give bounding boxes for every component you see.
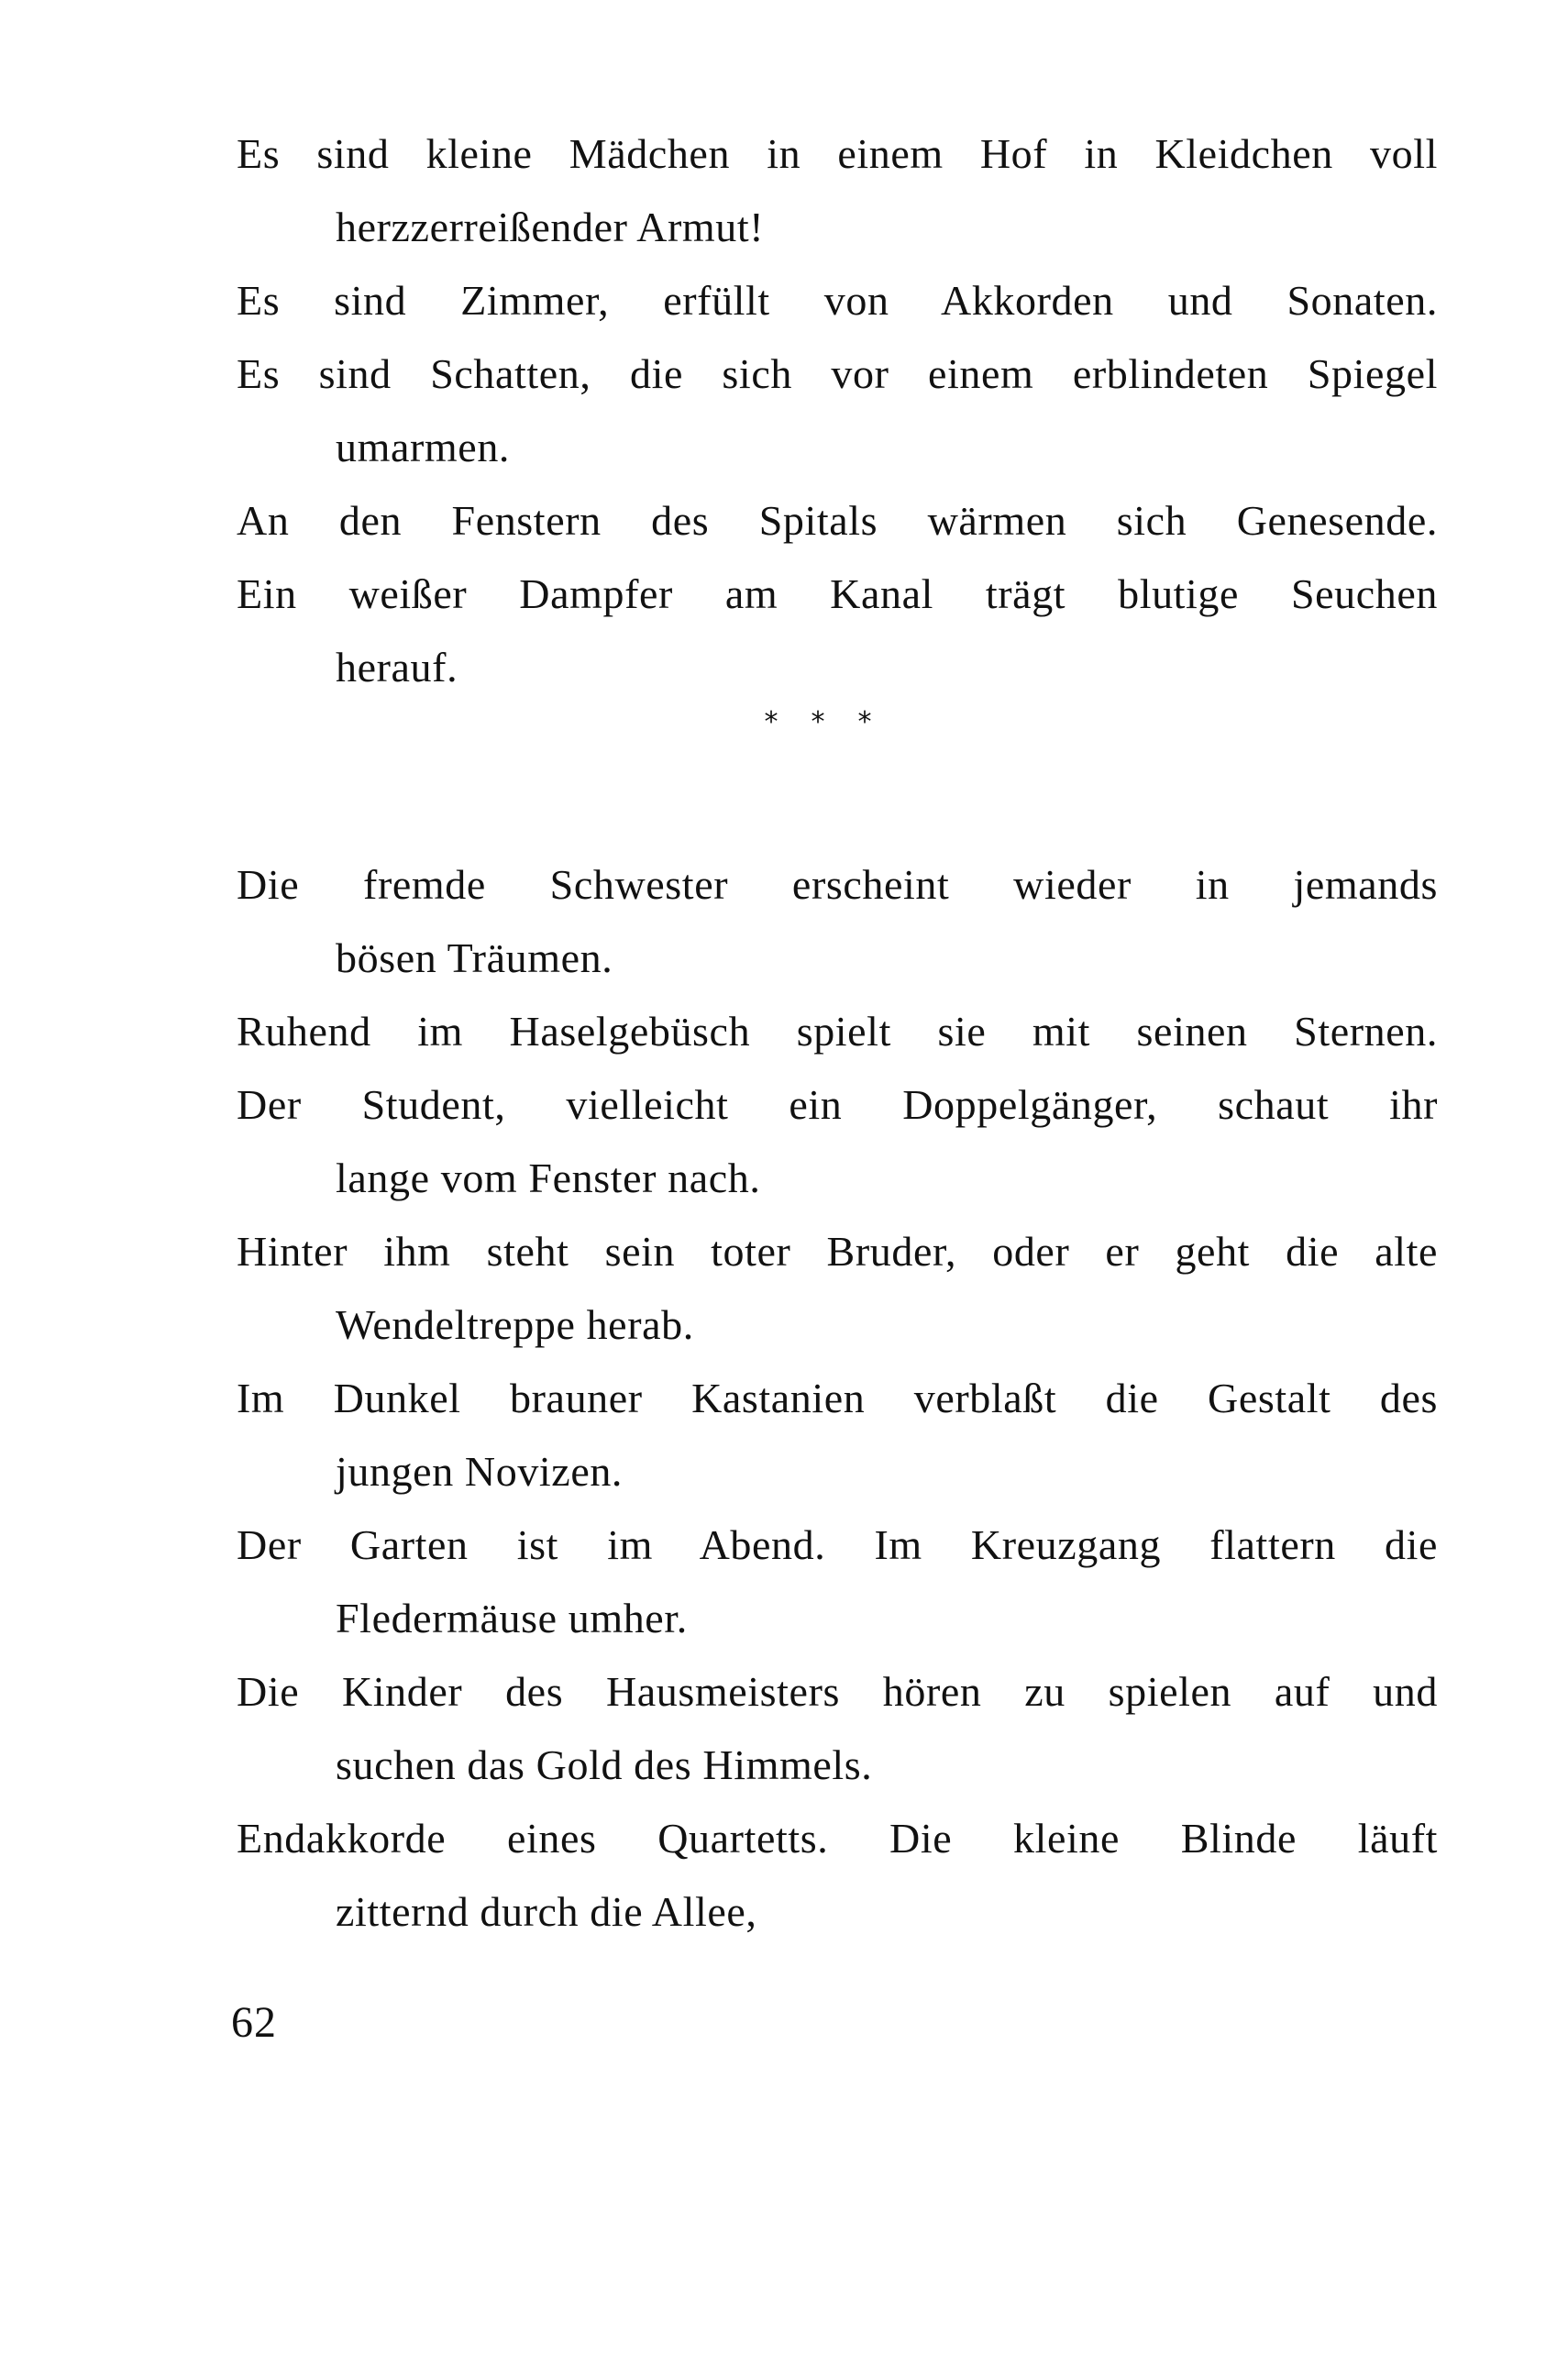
text-line-continuation: bösen Träumen. <box>336 934 613 981</box>
text-line: Es sind Zimmer, erfüllt von Akkorden und Sonaten. <box>237 277 1438 324</box>
text-line-continuation: suchen das Gold des Himmels. <box>336 1741 873 1788</box>
text-line: An den Fenstern des Spitals wärmen sich Genesende. <box>237 497 1438 544</box>
text-line-continuation: zitternd durch die Allee, <box>336 1888 757 1935</box>
page-number: 62 <box>231 1998 277 2047</box>
text-line-continuation: Wendeltreppe herab. <box>336 1301 694 1348</box>
text-line: Der Garten ist im Abend. Im Kreuzgang flattern die <box>237 1521 1438 1568</box>
text-line: Ruhend im Haselgebüsch spielt sie mit seinen Sternen. <box>237 1008 1438 1055</box>
text-line-continuation: jungen Novizen. <box>336 1448 624 1495</box>
text-line-continuation: umarmen. <box>336 424 511 470</box>
text-line: Es sind kleine Mädchen in einem Hof in Kleidchen voll <box>237 130 1438 177</box>
stanza-2 <box>237 848 1438 1949</box>
text-line: Die fremde Schwester erscheint wieder in jemands <box>237 861 1438 908</box>
section-separator: *** <box>764 706 905 738</box>
text-line: Hinter ihm steht sein toter Bruder, oder er geht die alte <box>237 1228 1438 1275</box>
stanza-1 <box>237 117 1438 704</box>
text-line: Die Kinder des Hausmeisters hören zu spielen auf und <box>237 1668 1438 1715</box>
text-line: Der Student, vielleicht ein Doppelgänger, schaut ihr <box>237 1081 1438 1128</box>
text-line: Ein weißer Dampfer am Kanal trägt blutige Seuchen <box>237 570 1438 617</box>
text-line: Endakkorde eines Quartetts. Die kleine Blinde läuft <box>237 1815 1438 1862</box>
text-line-continuation: herzzerreißender Armut! <box>336 204 765 250</box>
text-line-continuation: herauf. <box>336 644 458 691</box>
text-line: Es sind Schatten, die sich vor einem erblindeten Spiegel <box>237 350 1438 397</box>
text-line: Im Dunkel brauner Kastanien verblaßt die Gestalt des <box>237 1375 1438 1421</box>
text-line-continuation: lange vom Fenster nach. <box>336 1155 761 1201</box>
text-line-continuation: Fledermäuse umher. <box>336 1595 688 1641</box>
